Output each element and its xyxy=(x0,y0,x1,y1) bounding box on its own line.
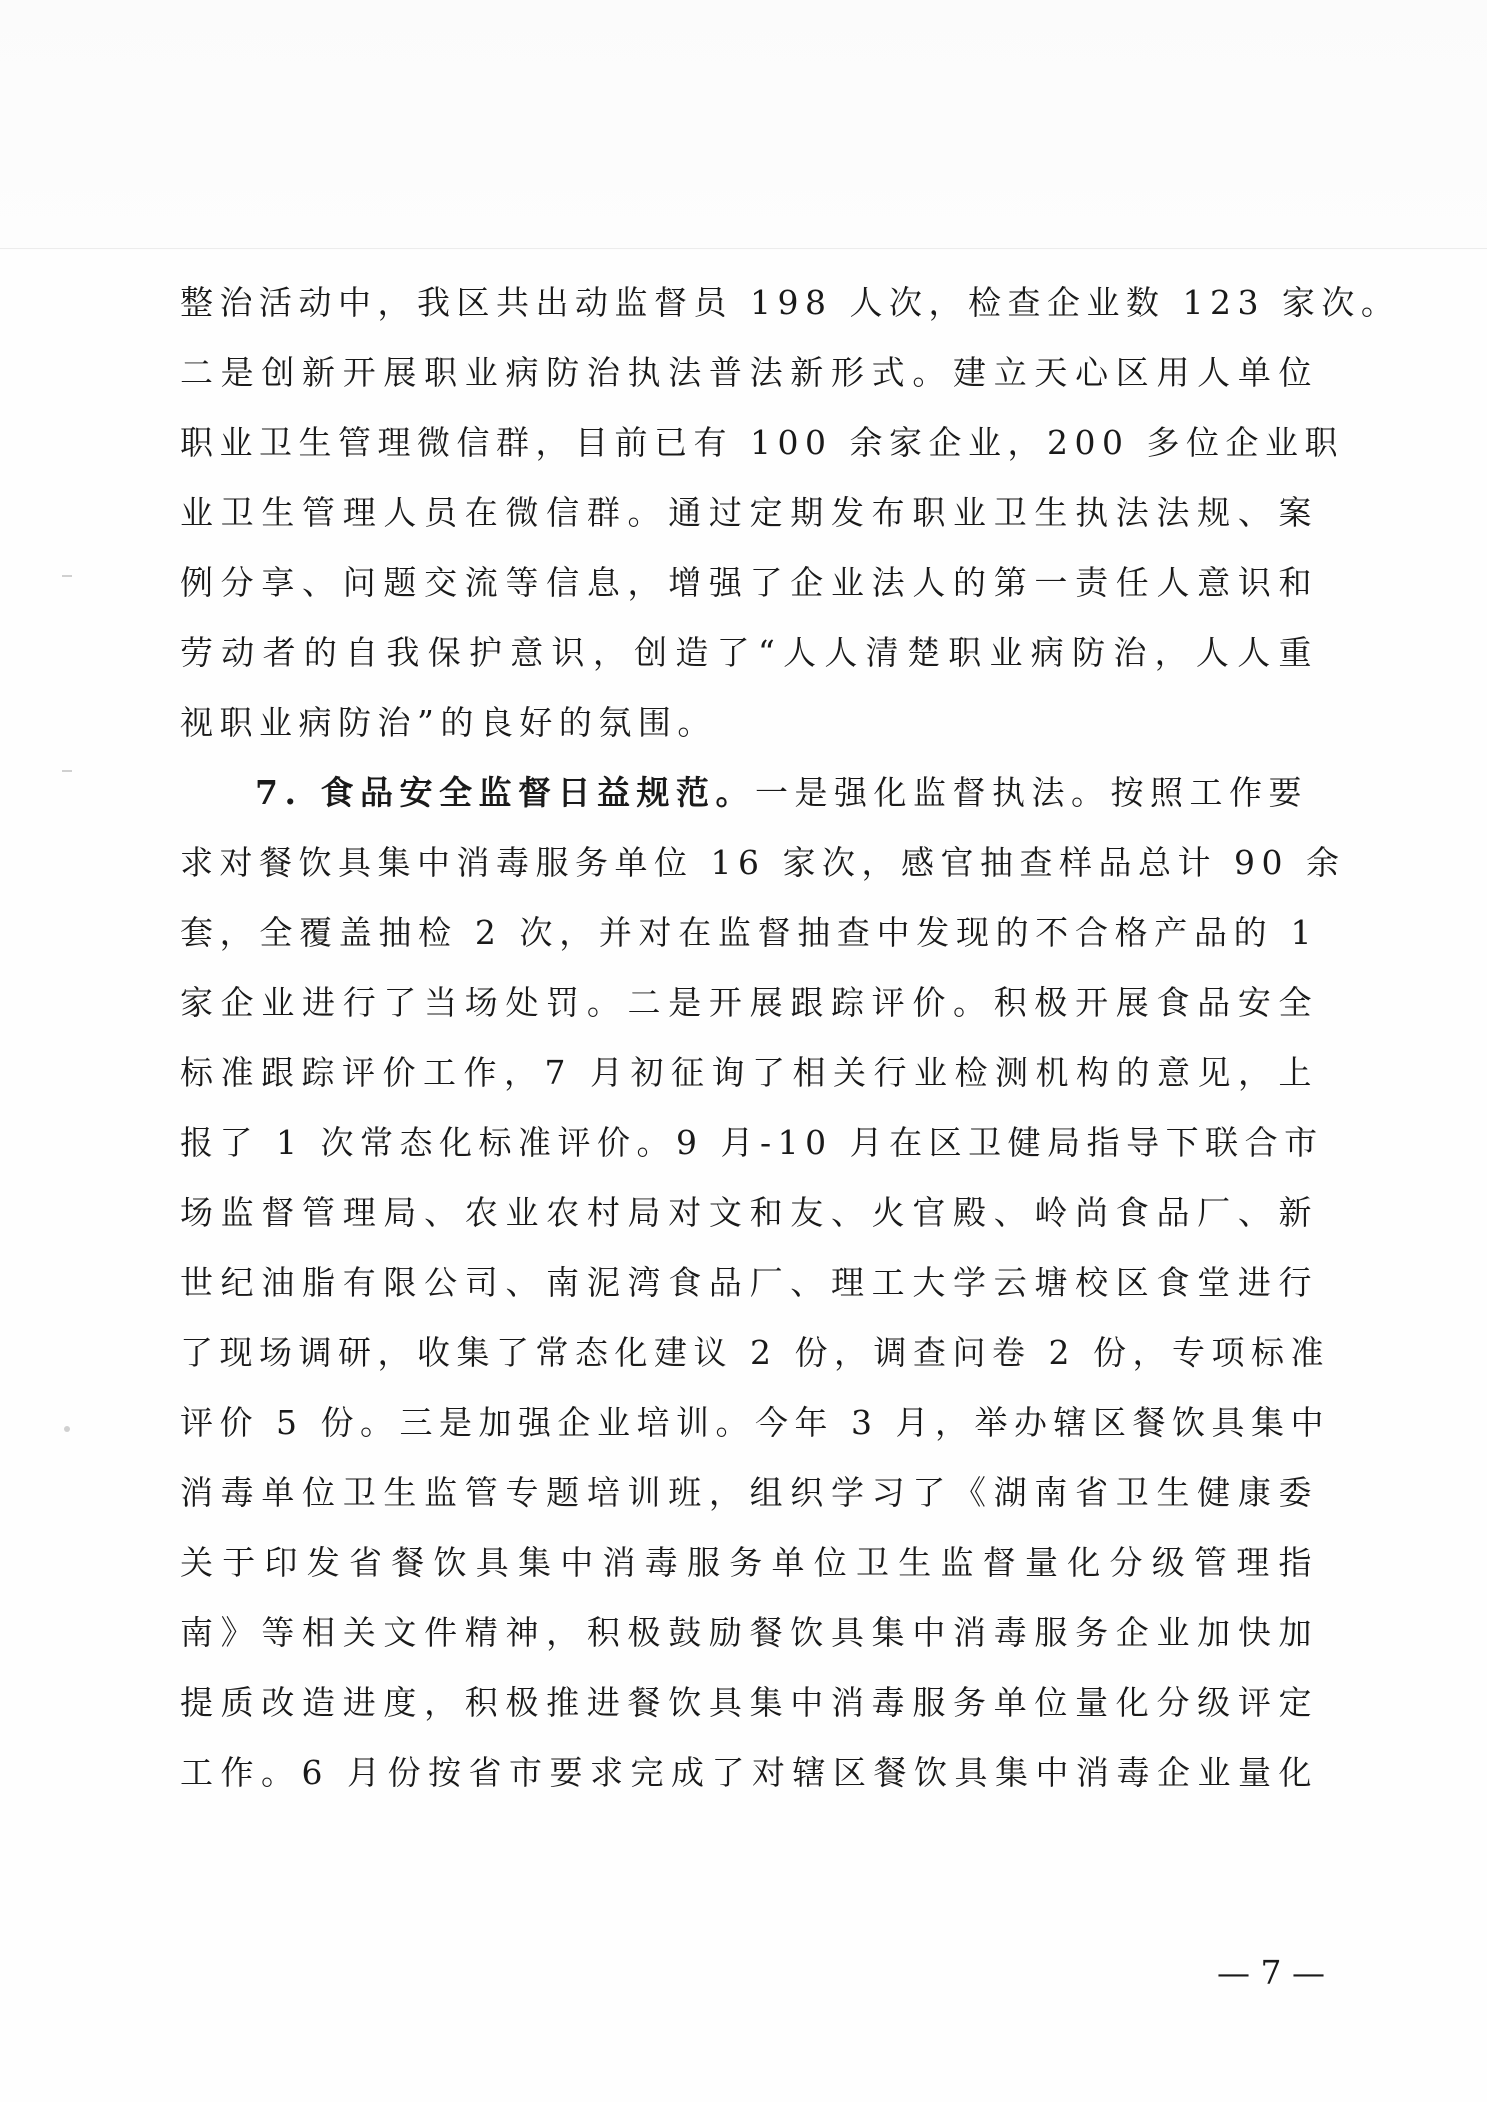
paragraph-line: 报了 1 次常态化标准评价。9 月-10 月在区卫健局指导下联合市 xyxy=(180,1123,1324,1162)
scan-top-band xyxy=(0,0,1487,250)
section-7-first-line-text: 一是强化监督执法。按照工作要 xyxy=(754,773,1308,812)
paragraph-line: 套，全覆盖抽检 2 次，并对在监督抽查中发现的不合格产品的 1 xyxy=(180,913,1318,952)
paragraph-line: 提质改造进度，积极推进餐饮具集中消毒服务单位量化分级评定 xyxy=(180,1683,1318,1722)
paragraph-line: 消毒单位卫生监管专题培训班，组织学习了《湖南省卫生健康委 xyxy=(180,1473,1318,1512)
section-7-first-line xyxy=(180,758,1318,828)
scan-fold-line xyxy=(0,248,1487,249)
paragraph-line: 整治活动中，我区共出动监督员 198 人次，检查企业数 123 家次。 xyxy=(180,283,1401,322)
left-margin-mark xyxy=(62,575,72,577)
body-text xyxy=(180,268,1401,1808)
paragraph-line: 关于印发省餐饮具集中消毒服务单位卫生监督量化分级管理指 xyxy=(180,1543,1318,1582)
paragraph-line: 标准跟踪评价工作，7 月初征询了相关行业检测机构的意见，上 xyxy=(180,1053,1318,1092)
paragraph-line: 业卫生管理人员在微信群。通过定期发布职业卫生执法法规、案 xyxy=(180,493,1318,532)
paragraph-line: 职业卫生管理微信群，目前已有 100 余家企业，200 多位企业职 xyxy=(180,423,1344,462)
paragraph-line: 劳动者的自我保护意识，创造了“人人清楚职业病防治，人人重 xyxy=(180,633,1318,672)
paragraph-line: 工作。6 月份按省市要求完成了对辖区餐饮具集中消毒企业量化 xyxy=(180,1753,1318,1792)
paragraph-line: 评价 5 份。三是加强企业培训。今年 3 月，举办辖区餐饮具集中 xyxy=(180,1403,1330,1442)
paragraph-line: 南》等相关文件精神，积极鼓励餐饮具集中消毒服务企业加快加 xyxy=(180,1613,1318,1652)
paragraph-line: 了现场调研，收集了常态化建议 2 份，调查问卷 2 份，专项标准 xyxy=(180,1333,1330,1372)
paragraph-line: 二是创新开展职业病防治执法普法新形式。建立天心区用人单位 xyxy=(180,353,1318,392)
paragraph-line: 世纪油脂有限公司、南泥湾食品厂、理工大学云塘校区食堂进行 xyxy=(180,1263,1318,1302)
page-number: — 7 — xyxy=(1217,1953,1325,1992)
paragraph-line: 求对餐饮具集中消毒服务单位 16 家次，感官抽查样品总计 90 余 xyxy=(180,843,1346,882)
paragraph-line: 视职业病防治”的良好的氛围。 xyxy=(180,703,717,742)
paragraph-line: 例分享、问题交流等信息，增强了企业法人的第一责任人意识和 xyxy=(180,563,1318,602)
left-margin-mark xyxy=(64,1426,70,1432)
paragraph-line: 场监督管理局、农业农村局对文和友、火官殿、岭尚食品厂、新 xyxy=(180,1193,1318,1232)
paragraph-line: 家企业进行了当场处罚。二是开展跟踪评价。积极开展食品安全 xyxy=(180,983,1318,1022)
section-7-heading: 7. 食品安全监督日益规范。 xyxy=(255,773,755,812)
left-margin-mark xyxy=(62,770,72,772)
